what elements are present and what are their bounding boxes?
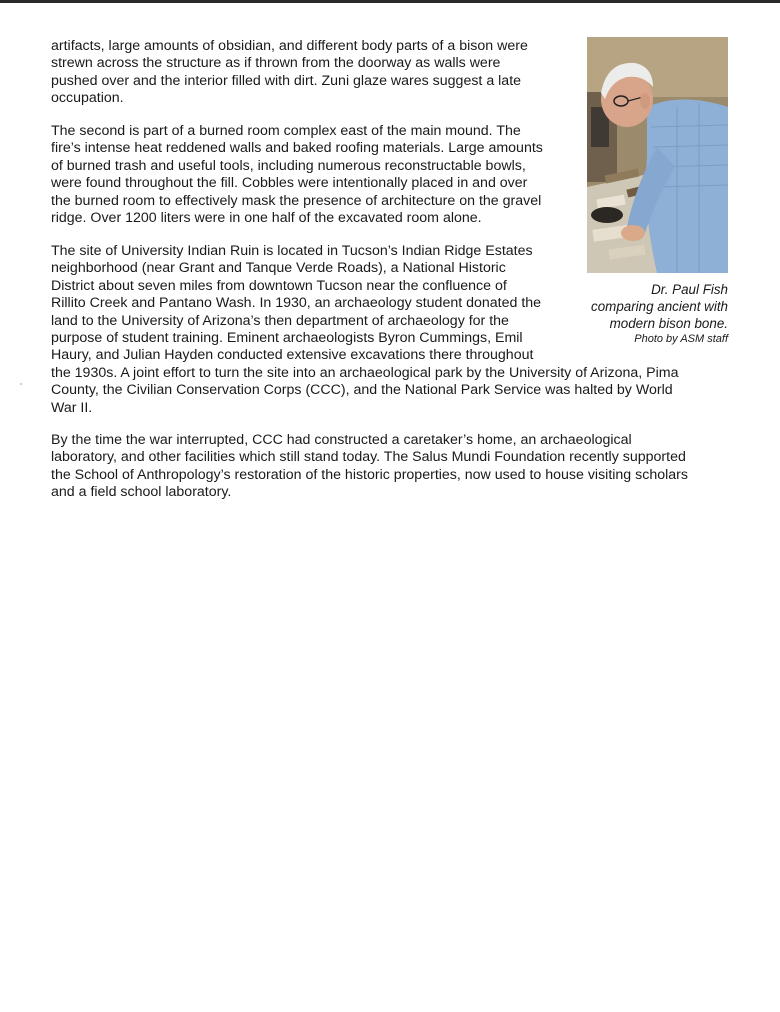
paragraph-line: laboratory, and other facilities which still stand today. The Salus Mundi Foundation recently supported: [51, 449, 686, 466]
paragraph-line: The second is part of a burned room complex east of the main mound. The: [51, 123, 521, 139]
caption-line: modern bison bone.: [609, 316, 728, 331]
paragraph-line: of burned trash and useful tools, including numerous reconstructable bowls,: [51, 157, 526, 174]
paragraph-line: pushed over and the interior filled with dirt. Zuni glaze wares suggest a late: [51, 72, 522, 89]
paragraph-line: occupation.: [51, 90, 124, 107]
caption-line: Dr. Paul Fish: [651, 282, 728, 297]
paragraph-line: The site of University Indian Ruin is located in Tucson’s Indian Ridge Estates: [51, 243, 533, 259]
paragraph-line: Rillito Creek and Pantano Wash. In 1930, an archaeology student donated the: [51, 295, 542, 312]
paragraph-line: County, the Civilian Conservation Corps (CCC), and the National Park Service was halted by World: [51, 382, 673, 399]
paragraph-line: fire’s intense heat reddened walls and baked roofing materials. Large amounts: [51, 140, 543, 157]
paragraph-line: strewn across the structure as if thrown from the doorway as walls were: [51, 55, 501, 72]
paragraph-line: Haury, and Julian Hayden conducted extensive excavations there throughout: [51, 347, 534, 364]
top-border-line: [0, 0, 780, 3]
paragraph-line: land to the University of Arizona’s then department of archaeology for the: [51, 312, 509, 329]
paragraph-line: War II.: [51, 399, 93, 416]
photo-credit: Photo by ASM staff: [634, 333, 728, 345]
paragraph-line: and a field school laboratory.: [51, 484, 232, 501]
paragraph-line: artifacts, large amounts of obsidian, and different body parts of a bison were: [51, 38, 528, 54]
photo-caption: [591, 281, 728, 346]
paragraph-line: the 1930s. A joint effort to turn the site into an archaeological park by the University of Arizona, Pima: [51, 364, 679, 381]
photo-of-man-examining-bones: [587, 37, 728, 273]
paragraph-4: [51, 432, 688, 502]
paragraph-line: By the time the war interrupted, CCC had constructed a caretaker’s home, an archaeological: [51, 432, 632, 448]
paragraph-line: District about seven miles from downtown Tucson near the confluence of: [51, 277, 507, 294]
paragraph-line: the School of Anthropology’s restoration of the historic properties, now used to house visiting scholars: [51, 466, 688, 483]
paragraph-line: the burned room to effectively mask the presence of architecture on the gravel: [51, 192, 542, 209]
paragraph-line: were found throughout the fill. Cobbles were intentionally placed in and over: [51, 175, 528, 192]
paragraph-1: [51, 38, 528, 108]
paragraph-line: ridge. Over 1200 liters were in one half of the excavated room alone.: [51, 210, 482, 227]
paragraph-3: [51, 243, 679, 417]
paragraph-2: [51, 123, 543, 227]
caption-line: comparing ancient with: [591, 299, 728, 314]
paragraph-line: neighborhood (near Grant and Tanque Verde Roads), a National Historic: [51, 260, 506, 277]
paragraph-line: purpose of student training. Eminent archaeologists Byron Cummings, Emil: [51, 330, 523, 347]
scan-speck: [20, 383, 22, 385]
